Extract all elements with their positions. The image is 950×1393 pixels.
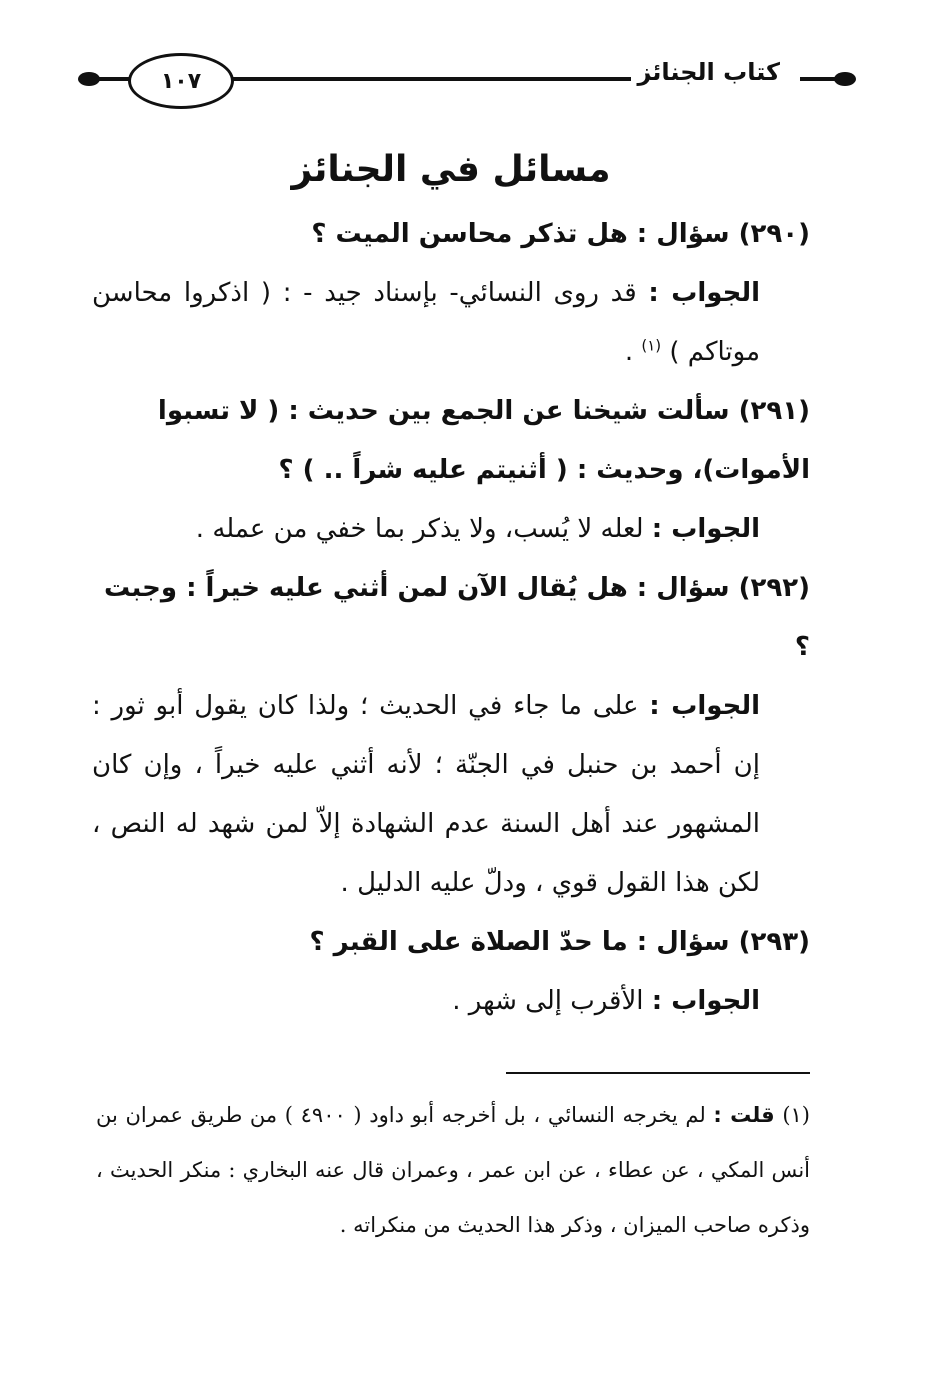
answer-293 [92,972,810,1031]
header-rule-main [226,77,636,81]
answer-end: . [624,337,642,367]
answer-text: قد روى النسائي- بإسناد جيد - : ( اذكروا محاسن موتاكم ) [92,278,760,367]
footnote-label: قلت : [713,1103,775,1127]
answer-text: الأقرب إلى شهر . [452,986,644,1016]
answer-291 [92,500,810,559]
question-291: (٢٩١) سألت شيخنا عن الجمع بين حديث : ( لا تسبوا الأموات)، وحديث : ( أثنيتم عليه شراً .. ) ؟ [157,396,810,485]
answer-label: الجواب : [651,986,760,1016]
answer-label: الجواب : [649,691,761,721]
answer-290 [92,264,810,382]
page-header [78,50,856,108]
running-head-title: كتاب الجنائز [631,58,786,86]
section-title: مسائل في الجنائز [291,149,611,190]
main-text [92,135,810,1031]
answer-text: على ما جاء في الحديث ؛ ولذا كان يقول أبو ثور : إن أحمد بن حنبل في الجنّة ؛ لأنه أثني عليه خيراً ، وإن كان المشهور عند أهل السنة عدم الشهادة إلاّ لمن شهد له النص ، لكن هذا القول قوي ، ودلّ عليه الدليل . [92,691,760,898]
footnote-ref[interactable]: (١) [641,336,662,355]
question-293: (٢٩٣) سؤال : ما حدّ الصلاة على القبر ؟ [309,927,810,957]
right-ornament-dot [834,72,856,86]
question-292: (٢٩٢) سؤال : هل يُقال الآن لمن أثني عليه خيراً : وجبت ؟ [104,573,810,662]
answer-label: الجواب : [651,514,760,544]
answer-text: لعله لا يُسب، ولا يذكر بما خفي من عمله . [195,514,644,544]
footnote-separator [506,1072,810,1074]
question-290: (٢٩٠) سؤال : هل تذكر محاسن الميت ؟ [311,219,810,249]
footnote-text: لم يخرجه النسائي ، بل أخرجه أبو داود ( ٤٩٠٠ ) من طريق عمران بن أنس المكي ، عن عطاء ، عن ابن عمر ، وعمران قال عنه البخاري : منكر الحديث ، وذكره صاحب الميزان ، وذكر هذا الحديث من منكراته . [96,1103,810,1237]
answer-label: الجواب : [648,278,761,308]
footnote-1 [96,1088,810,1253]
footnote-marker: (١) [782,1103,810,1127]
page-number: ١٠٧ [128,53,234,109]
answer-292 [92,677,810,913]
